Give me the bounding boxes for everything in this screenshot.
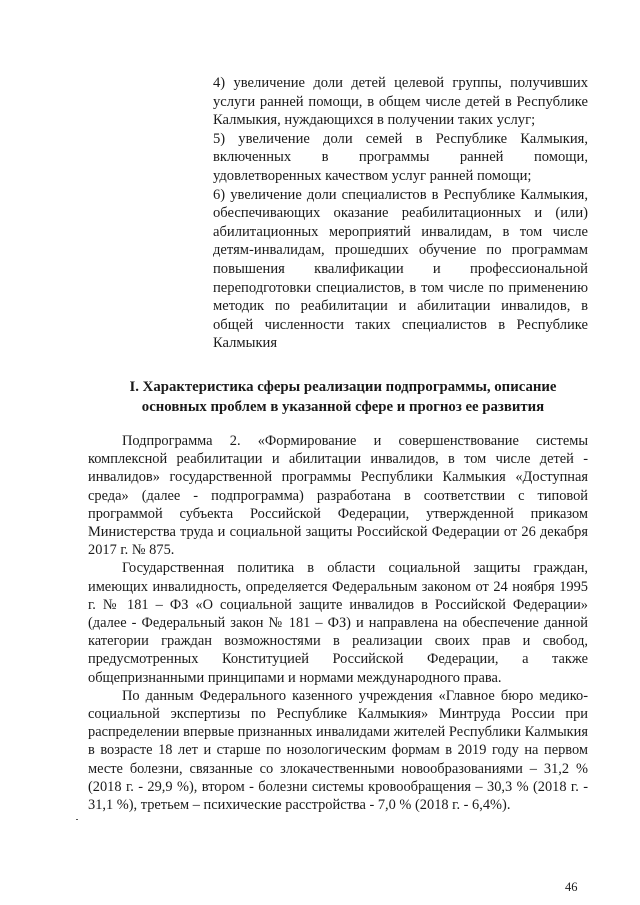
list-item: 5) увеличение доли семей в Республике Калмыкия, включенных в программы ранней помощи, удовлетворенных качеством услуг ранней помощи; xyxy=(213,130,588,184)
paragraph: Подпрограмма 2. «Формирование и совершенствование системы комплексной реабилитации и абилитации инвалидов, в том числе детей - инвалидов» государственной программы Республики Калмыкия «Доступная среда» (далее - подпрограмма) разработана в соответствии с типовой программой субъекта Российской Федерации, утвержденной приказом Министерства труда и социальной защиты Российской Федерации от 26 декабря 2017 г. № 875. xyxy=(88,433,588,559)
page-number: 46 xyxy=(565,880,578,894)
list-item: 4) увеличение доли детей целевой группы, получивших услуги ранней помощи, в общем числе детей в Республике Калмыкия, нуждающихся в получении таких услуг; xyxy=(213,75,588,129)
paragraph: По данным Федерального казенного учреждения «Главное бюро медико-социальной экспертизы по Республике Калмыкия» Минтруда России при распределении впервые признанных инвалидами жителей Республики Калмыкия в возрасте 18 лет и старше по нозологическим формам в 2019 году на первом месте болезни, связанные со злокачественными новообразованиями – 31,2 % (2018 г. - 29,9 %), втором - болезни системы кровообращения – 30,3 % (2018 г. - 31,1 %), третьем – психические расстройства - 7,0 % (2018 г. - 6,4%). xyxy=(88,687,588,814)
section-heading-line: I. Характеристика сферы реализации подпрограммы, описание xyxy=(129,379,557,395)
scan-artifact xyxy=(76,819,78,820)
body-text xyxy=(88,432,588,814)
list-item: 6) увеличение доли специалистов в Республике Калмыкия, обеспечивающих оказание реабилитационных и (или) абилитационных мероприятий инвалидам, в том числе детям-инвалидам, прошедших обучение по программам повышения квалификации и профессиональной переподготовки специалистов, в том числе по применению методик по реабилитации и абилитации инвалидов, в общей численности таких специалистов в Республике Калмыкия xyxy=(213,186,588,352)
section-heading-line: основных проблем в указанной сфере и прогноз ее развития xyxy=(141,398,545,415)
paragraph: Государственная политика в области социальной защиты граждан, имеющих инвалидность, определяется Федеральным законом от 24 ноября 1995 г. № 181 – ФЗ «О социальной защите инвалидов в Российской Федерации» (далее - Федеральный закон № 181 – ФЗ) и направлена на обеспечение данной категории граждан возможностями в реализации своих прав и свобод, предусмотренных Конституцией Российской Федерации, а также общепризнанными принципами и нормами международного права. xyxy=(88,560,588,686)
goals-list xyxy=(213,74,588,353)
section-heading xyxy=(100,378,586,417)
